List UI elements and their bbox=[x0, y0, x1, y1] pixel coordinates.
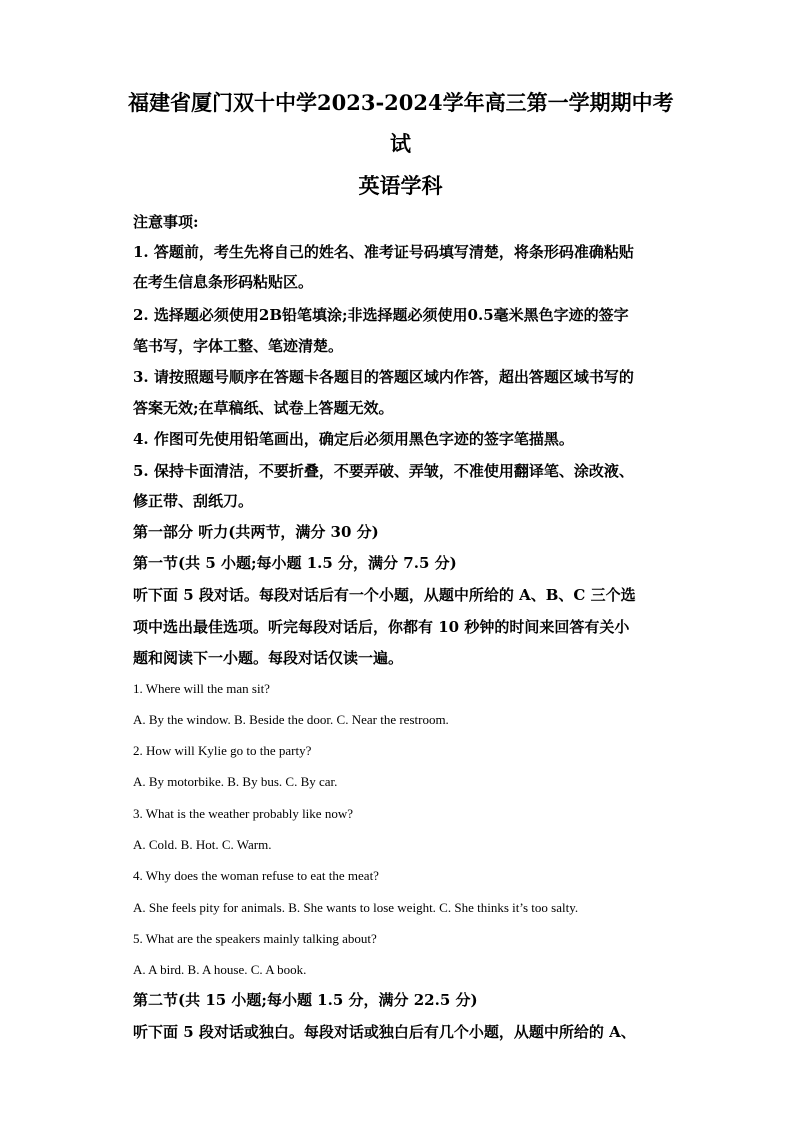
question-4-options: A. She feels pity for animals. B. She wants to lose weight. C. She thinks it’s too salty. bbox=[133, 900, 579, 915]
section2-heading: 第二节(共 15 小题;每小题 1.5 分，满分 22.5 分) bbox=[133, 991, 478, 1009]
section1-instruction-2: 项中选出最佳选项。听完每段对话后，你都有 10 秒钟的时间来回答有关小 bbox=[133, 618, 630, 636]
notice-item-4: 4. 作图可先使用铅笔画出，确定后必须用黑色字迹的签字笔描黑。 bbox=[133, 430, 574, 448]
notice-item-2a: 2. 选择题必须使用2B铅笔填涂;非选择题必须使用0.5毫米黑色字迹的签字 bbox=[133, 306, 629, 324]
question-5-options: A. A bird. B. A house. C. A book. bbox=[133, 962, 307, 977]
section1-heading: 第一节(共 5 小题;每小题 1.5 分，满分 7.5 分) bbox=[133, 554, 457, 572]
notice-heading: 注意事项: bbox=[133, 213, 199, 231]
exam-title-line-2: 试 bbox=[390, 131, 411, 156]
notice-item-5b: 修正带、刮纸刀。 bbox=[133, 492, 254, 510]
exam-title-line-1: 福建省厦门双十中学2023-2024学年高三第一学期期中考 bbox=[128, 90, 674, 115]
section2-instruction-1: 听下面 5 段对话或独白。每段对话或独白后有几个小题，从题中所给的 A、 bbox=[133, 1023, 636, 1041]
question-5: 5. What are the speakers mainly talking about? bbox=[133, 931, 377, 946]
section1-instruction-3: 题和阅读下一小题。每段对话仅读一遍。 bbox=[133, 649, 404, 667]
question-3: 3. What is the weather probably like now? bbox=[133, 806, 353, 821]
question-3-options: A. Cold. B. Hot. C. Warm. bbox=[133, 837, 272, 852]
question-2: 2. How will Kylie go to the party? bbox=[133, 743, 312, 758]
section1-instruction-1: 听下面 5 段对话。每段对话后有一个小题，从题中所给的 A、B、C 三个选 bbox=[133, 586, 636, 604]
notice-item-3a: 3. 请按照题号顺序在答题卡各题目的答题区域内作答，超出答题区域书写的 bbox=[133, 368, 634, 386]
notice-item-5a: 5. 保持卡面清洁，不要折叠，不要弄破、弄皱，不准使用翻译笔、涂改液、 bbox=[133, 462, 634, 480]
part1-heading: 第一部分 听力(共两节，满分 30 分) bbox=[133, 523, 379, 541]
notice-item-2b: 笔书写，字体工整、笔迹清楚。 bbox=[133, 337, 344, 355]
question-1: 1. Where will the man sit? bbox=[133, 681, 270, 696]
notice-item-1a: 1. 答题前，考生先将自己的姓名、准考证号码填写清楚，将条形码准确粘贴 bbox=[133, 243, 634, 261]
question-2-options: A. By motorbike. B. By bus. C. By car. bbox=[133, 774, 338, 789]
question-4: 4. Why does the woman refuse to eat the meat? bbox=[133, 868, 379, 883]
notice-item-1b: 在考生信息条形码粘贴区。 bbox=[133, 273, 314, 291]
question-1-options: A. By the window. B. Beside the door. C. Near the restroom. bbox=[133, 712, 449, 727]
notice-item-3b: 答案无效;在草稿纸、试卷上答题无效。 bbox=[133, 399, 394, 417]
exam-subject: 英语学科 bbox=[358, 173, 443, 198]
